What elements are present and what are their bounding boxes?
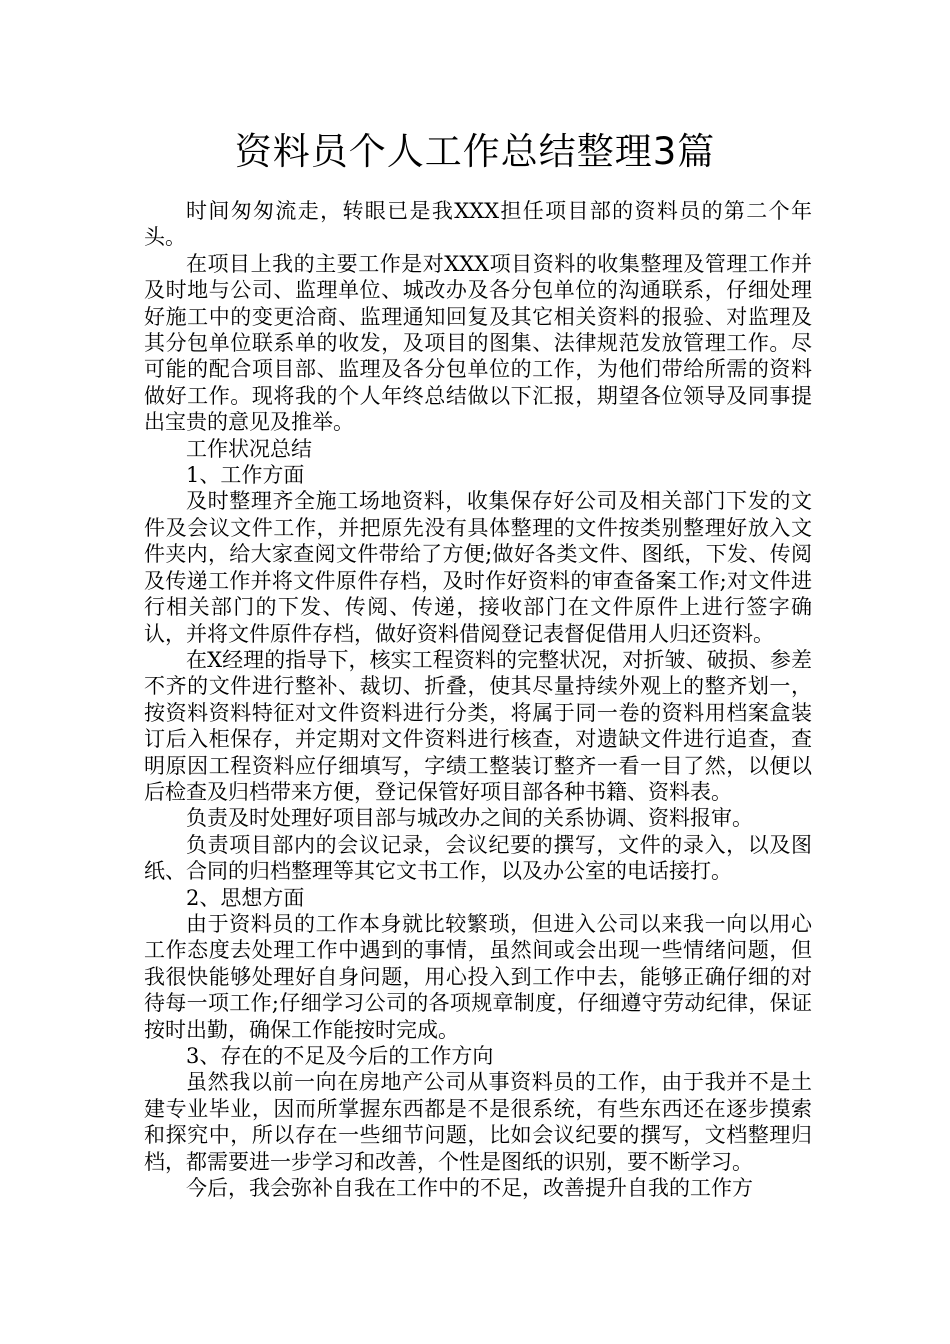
section-heading: 1、工作方面 bbox=[186, 463, 305, 488]
paragraph: 负责项目部内的会议记录，会议纪要的撰写，文件的录入，以及图纸、合同的归档整理等其它文书工作，以及办公室的电话接打。 bbox=[144, 832, 812, 884]
paragraph: 由于资料员的工作本身就比较繁琐，但进入公司以来我一向以用心工作态度去处理工作中遇到的事情，虽然间或会出现一些情绪问题，但我很快能够处理好自身问题，用心投入到工作中去，能够正确仔细的对待每一项工作;仔细学习公司的各项规章制度，仔细遵守劳动纪律，保证按时出勤，确保工作能按时完成。 bbox=[144, 911, 812, 1042]
paragraph: 在X经理的指导下，核实工程资料的完整状况，对折皱、破损、参差不齐的文件进行整补、裁切、折叠，使其尽量持续外观上的整齐划一，按资料资料特征对文件资料进行分类，将属于同一卷的资料用档案盒装订后入柜保存，并定期对文件资料进行核查，对遗缺文件进行追查，查明原因工程资料应仔细填写，字绩工整装订整齐一看一目了然，以便以后检查及归档带来方便，登记保管好项目部各种书籍、资料表。 bbox=[144, 647, 812, 804]
paragraph: 及时整理齐全施工场地资料，收集保存好公司及相关部门下发的文件及会议文件工作，并把原先没有具体整理的文件按类别整理好放入文件夹内，给大家查阅文件带给了方便;做好各类文件、图纸，下发、传阅及传递工作并将文件原件存档，及时作好资料的审查备案工作;对文件进行相关部门的下发、传阅、传递，接收部门在文件原件上进行签字确认，并将文件原件存档，做好资料借阅登记表督促借用人归还资料。 bbox=[144, 489, 812, 646]
section-heading: 3、存在的不足及今后的工作方向 bbox=[186, 1044, 494, 1068]
document-title: 资料员个人工作总结整理3篇 bbox=[234, 130, 716, 173]
section-heading: 工作状况总结 bbox=[186, 436, 312, 461]
document-body bbox=[144, 198, 812, 1201]
paragraph: 虽然我以前一向在房地产公司从事资料员的工作，由于我并不是土建专业毕业，因而所掌握东西都是不是很系统，有些东西还在逐步摸索和探究中，所以存在一些细节问题，比如会议纪要的撰写，文档整理归档，都需要进一步学习和改善，个性是图纸的识别，要不断学习。 bbox=[144, 1070, 812, 1174]
paragraph: 负责及时处理好项目部与城改办之间的关系协调、资料报审。 bbox=[186, 806, 753, 831]
section-heading: 2、思想方面 bbox=[186, 885, 305, 910]
paragraph: 今后，我会弥补自我在工作中的不足，改善提升自我的工作方 bbox=[186, 1176, 753, 1201]
paragraph: 时间匆匆流走，转眼已是我XXX担任项目部的资料员的第二个年头。 bbox=[144, 199, 812, 250]
paragraph: 在项目上我的主要工作是对XXX项目资料的收集整理及管理工作并及时地与公司、监理单位、城改办及各分包单位的沟通联系，仔细处理好施工中的变更洽商、监理通知回复及其它相关资料的报验、对监理及其分包单位联系单的收发，及项目的图集、法律规范发放管理工作。尽可能的配合项目部、监理及各分包单位的工作，为他们带给所需的资料做好工作。现将我的个人年终总结做以下汇报，期望各位领导及同事提出宝贵的意见及推举。 bbox=[144, 251, 812, 435]
